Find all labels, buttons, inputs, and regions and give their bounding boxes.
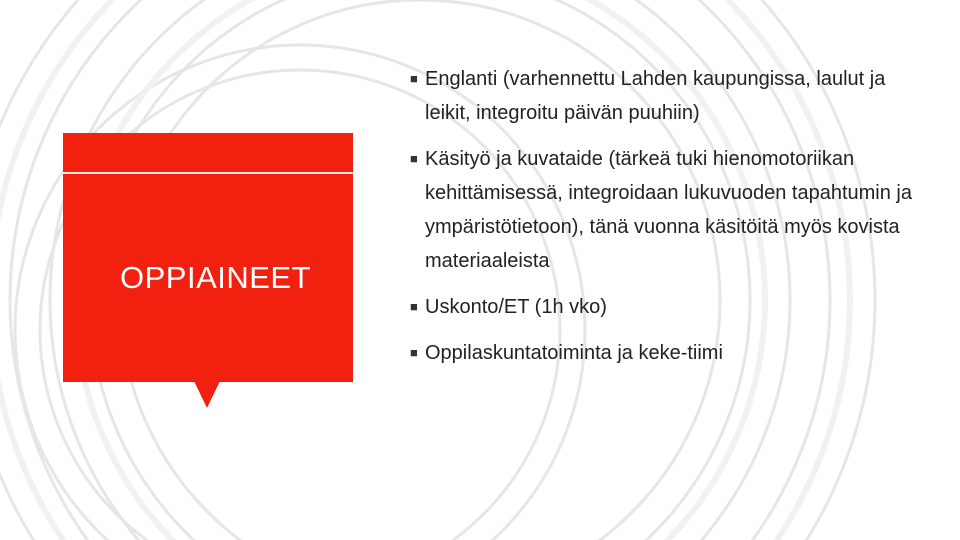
square-bullet-icon: ■	[410, 299, 418, 314]
bullet-text: Oppilaskuntatoiminta ja keke-tiimi	[425, 342, 723, 364]
bullet-text: Englanti (varhennettu Lahden kaupungissa, laulut ja leikit, integroitu päivän puuhiin)	[425, 68, 886, 124]
bullet-item	[410, 62, 930, 130]
title-pointer	[194, 381, 220, 408]
bullet-item	[410, 142, 930, 278]
bullet-text: Uskonto/ET (1h vko)	[425, 296, 607, 318]
bullet-item	[410, 336, 930, 370]
bullet-list	[410, 62, 930, 382]
slide-title: OPPIAINEET	[120, 260, 312, 295]
bullet-item	[410, 290, 930, 324]
bullet-text: Käsityö ja kuvataide (tärkeä tuki hienomotoriikan kehittämisessä, integroidaan lukuvuoden tapahtumin ja ympäristötietoon), tänä vuonna käsitöitä myös kovista materiaaleista	[425, 148, 912, 272]
title-stripe	[63, 172, 353, 174]
square-bullet-icon: ■	[410, 345, 418, 360]
title-box	[63, 133, 353, 382]
square-bullet-icon: ■	[410, 71, 418, 86]
square-bullet-icon: ■	[410, 151, 418, 166]
